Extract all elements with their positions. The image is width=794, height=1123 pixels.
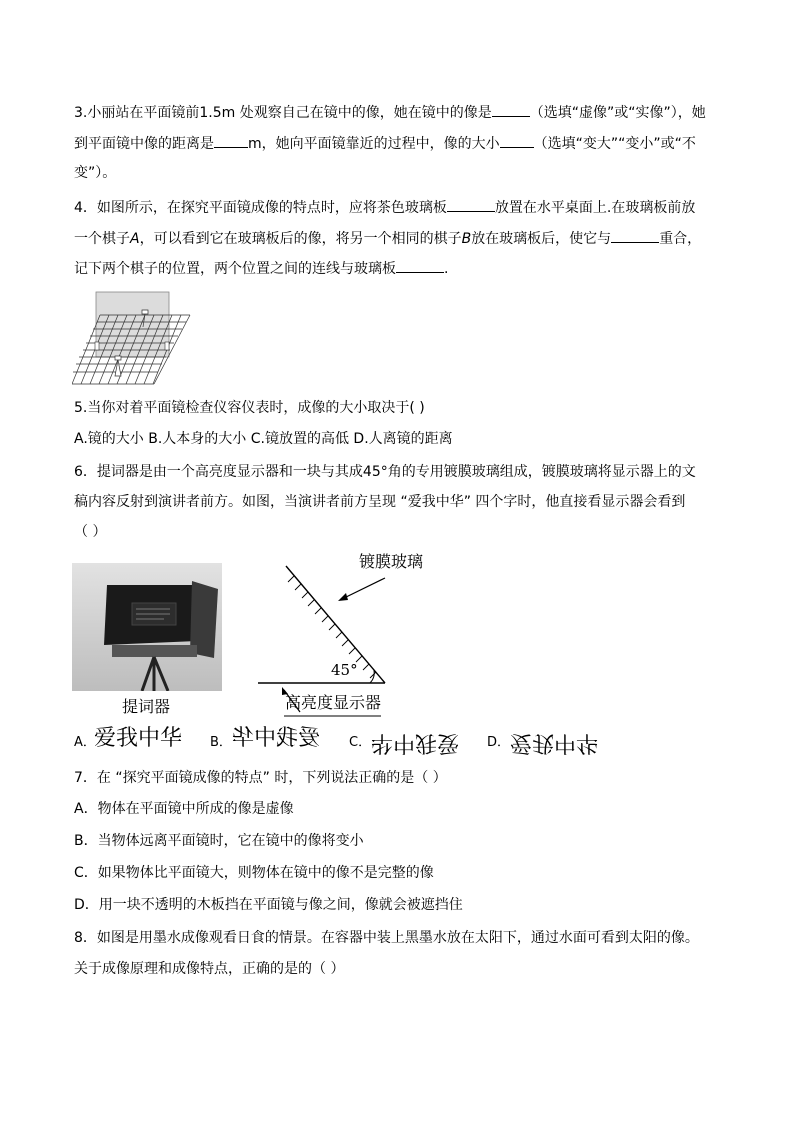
angle-label: 45°: [331, 661, 358, 679]
q4-text-1b: 放置在水平桌面上.在玻璃板前放: [494, 200, 696, 216]
q3-text-1a: 3.小丽站在平面镜前1.5m 处观察自己在镜中的像，她在镜中的像是: [74, 105, 492, 121]
q4-text-2b: ，可以看到它在玻璃板后的像，将另一个相同的棋子: [139, 231, 462, 247]
q5-stem: 5.当你对着平面镜检查仪容仪表时，成像的大小取决于( ): [74, 400, 425, 416]
q7-option-a[interactable]: A．物体在平面镜中所成的像是虚像: [74, 801, 294, 817]
q7-option-b[interactable]: B．当物体远离平面镜时，它在镜中的像将变小: [74, 833, 364, 849]
q6-option-d-text[interactable]: 爱我中华: [510, 730, 599, 755]
q4-line-1: [74, 197, 695, 218]
q7-option-c[interactable]: C．如果物体比平面镜大，则物体在镜中的像不是完整的像: [74, 865, 434, 881]
q6-option-b-letter[interactable]: B．: [210, 735, 232, 750]
glass-label: 镀膜玻璃: [359, 552, 424, 571]
q4-line-2: [74, 228, 701, 249]
q3-text-1b: （选填“虚像”或“实像”），她: [529, 105, 706, 121]
q6-option-d-letter[interactable]: D．: [487, 735, 511, 750]
q4-grid-figure: [72, 290, 192, 390]
q4-text-3b: .: [444, 261, 449, 277]
chess-piece-a-icon: [115, 356, 121, 376]
q3-line-3: [74, 163, 116, 183]
q3-line-1: [74, 102, 706, 123]
q6-option-c-text[interactable]: 爱我中华: [371, 730, 460, 755]
q6-line-3: （ ）: [74, 524, 107, 540]
q6-option-a-text[interactable]: 爱我中华: [94, 726, 183, 751]
q3-blank-3[interactable]: [500, 133, 534, 148]
q3-line-2: [74, 133, 696, 154]
q4-text-3a: 记下两个棋子的位置，两个位置之间的连线与玻璃板: [74, 261, 396, 277]
q3-blank-1[interactable]: [492, 102, 530, 117]
q3-text-3: 变”）。: [74, 165, 117, 181]
plate-clip-right: [165, 342, 169, 350]
q3-blank-2[interactable]: [214, 133, 248, 148]
teleprompter-caption: 提词器: [122, 697, 171, 716]
q4-piece-b-label: B: [461, 231, 472, 247]
q4-text-2c: 放在玻璃板后，使它与: [471, 231, 612, 247]
q6-option-a-letter[interactable]: A．: [74, 735, 96, 750]
q8-line-2: 关于成像原理和成像特点，正确的是的（ ）: [74, 961, 345, 977]
q6-option-b-text[interactable]: 爱我中华: [232, 726, 321, 751]
q5-options: A.镜的大小 B.人本身的大小 C.镜放置的高低 D.人离镜的距离: [74, 431, 453, 447]
q3-text-2a: 到平面镜中像的距离是: [74, 136, 214, 152]
q8-line-1: 8．如图是用墨水成像观看日食的情景。在容器中装上黑墨水放在太阳下，通过水面可看到太阳的像。: [74, 930, 699, 946]
q4-text-2d: 重合，: [659, 231, 702, 247]
q4-text-1a: 4．如图所示，在探究平面镜成像的特点时，应将茶色玻璃板: [74, 200, 447, 216]
q4-text-2a: 一个棋子: [74, 231, 130, 247]
q6-option-c-letter[interactable]: C．: [349, 735, 372, 750]
q4-blank-3[interactable]: [396, 258, 444, 273]
q3-text-2b: m，她向平面镜靠近的过程中，像的大小: [248, 136, 500, 152]
q7-option-d[interactable]: D．用一块不透明的木板挡在平面镜与像之间，像就会被遮挡住: [74, 897, 463, 913]
q4-piece-a-label: A: [130, 231, 140, 247]
q3-text-2c: （选填“变大”“变小”或“不: [533, 136, 696, 152]
q6-line-2: 稿内容反射到演讲者前方。如图，当演讲者前方呈现 “爱我中华” 四个字时，他直接看显示器会看到: [74, 494, 686, 510]
prompter-base: [112, 645, 197, 657]
plate-clip-left: [95, 342, 99, 350]
teleprompter-photo: [72, 563, 222, 691]
q6-line-1: 6．提词器是由一个高亮度显示器和一块与其成45°角的专用镀膜玻璃组成，镀膜玻璃将显示器上的文: [74, 464, 696, 480]
display-label: 高亮度显示器: [285, 693, 382, 712]
q4-blank-2[interactable]: [611, 228, 659, 243]
q4-line-3: [74, 258, 448, 279]
q4-blank-1[interactable]: [447, 197, 495, 212]
q7-stem: 7．在 “探究平面镜成像的特点” 时，下列说法正确的是（ ）: [74, 770, 447, 786]
